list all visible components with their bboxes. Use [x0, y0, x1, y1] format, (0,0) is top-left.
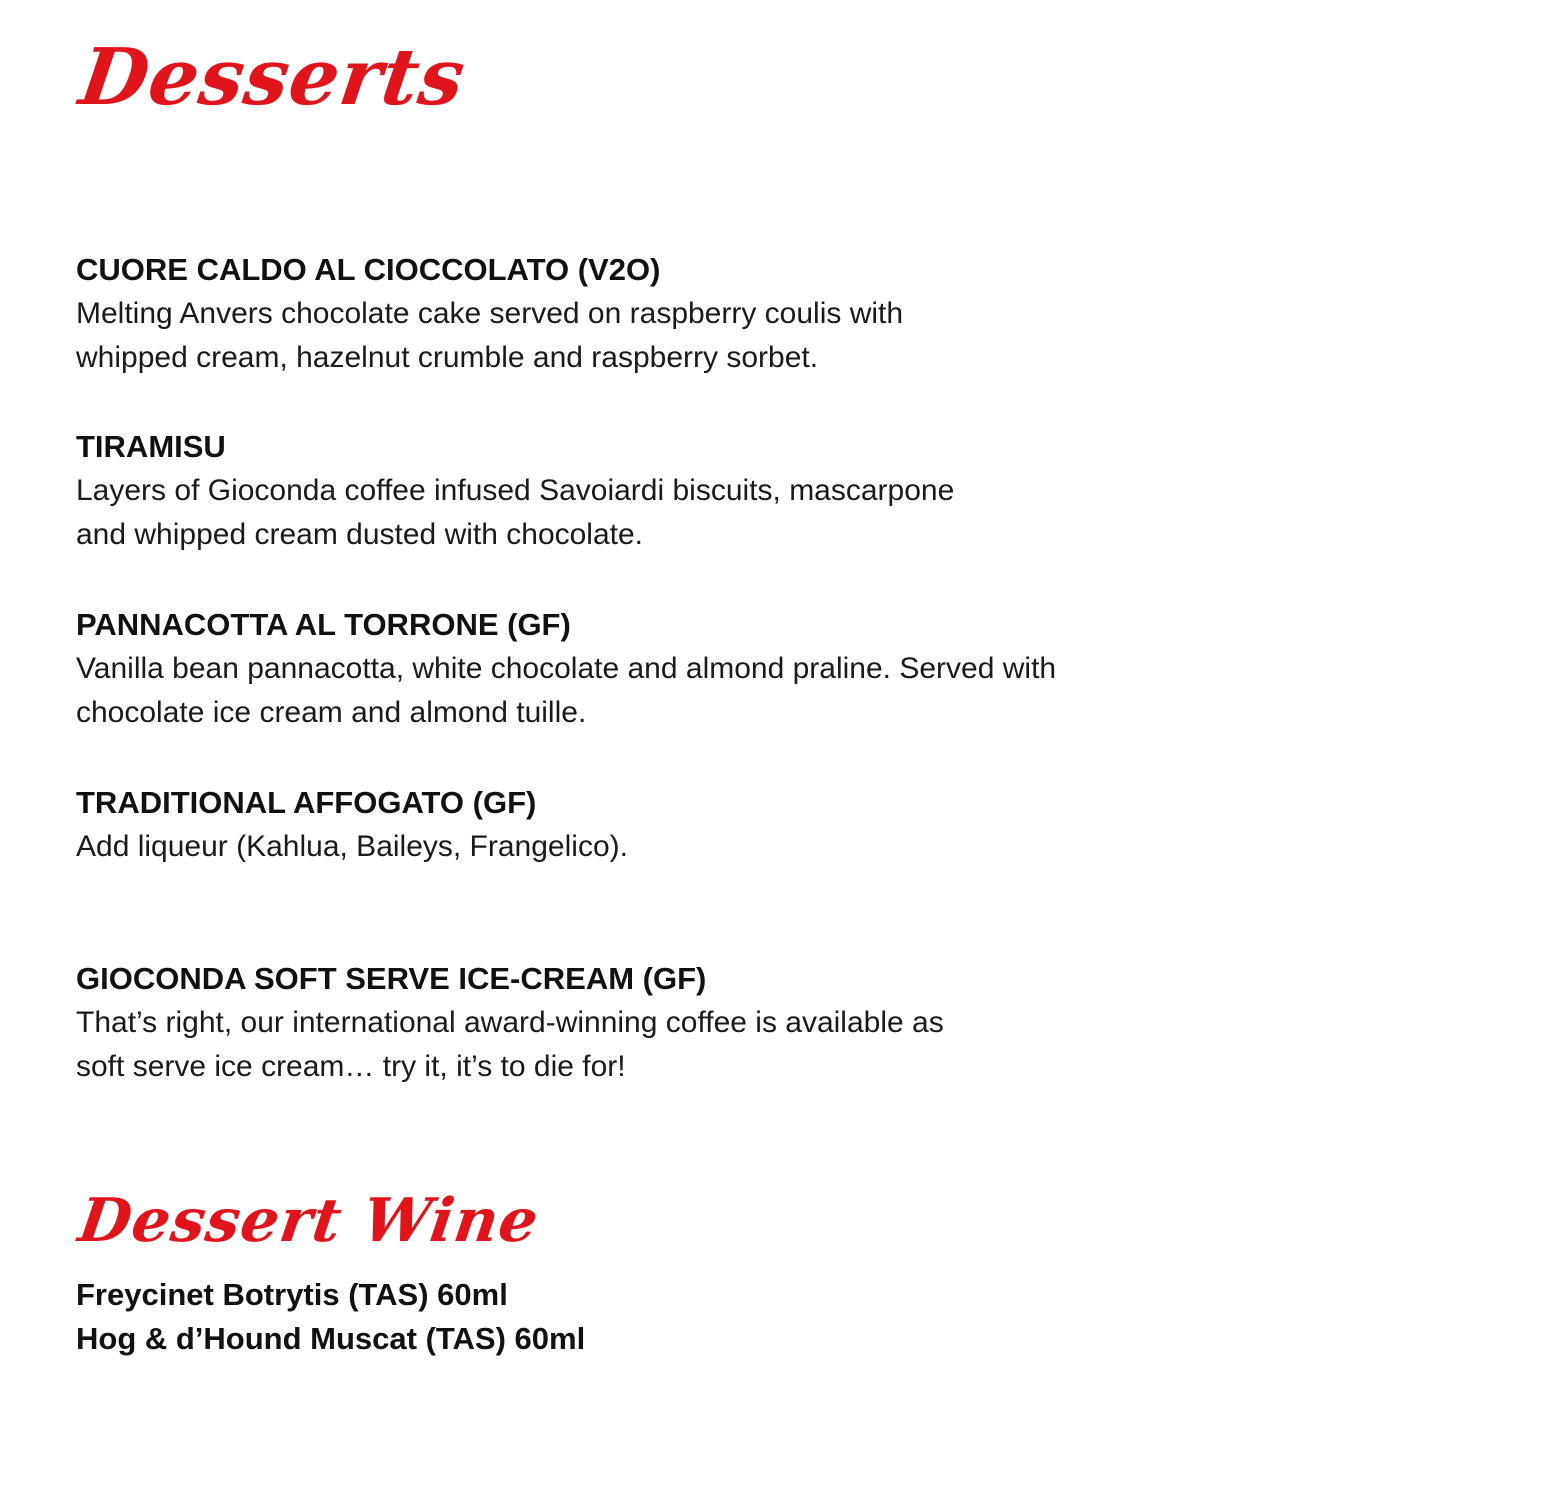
menu-item-pannacotta: [76, 603, 1226, 735]
menu-item-description: [76, 469, 1226, 557]
menu-item-affogato: [76, 781, 1226, 869]
menu-item-description-line: Melting Anvers chocolate cake served on raspberry coulis with: [76, 297, 904, 330]
menu-item-description-line: whipped cream, hazelnut crumble and raspberry sorbet.: [76, 341, 819, 374]
wine-item: Hog & d’Hound Muscat (TAS) 60ml: [76, 1321, 586, 1356]
menu-item-description-line: Add liqueur (Kahlua, Baileys, Frangelico).: [76, 830, 628, 863]
dessert-wine-heading: Dessert Wine: [74, 1186, 544, 1256]
desserts-heading: Desserts: [74, 32, 471, 123]
menu-item-name: TIRAMISU: [76, 429, 226, 464]
menu-item-soft-serve: [76, 957, 1226, 1089]
menu-item-description-line: Layers of Gioconda coffee infused Savoiardi biscuits, mascarpone: [76, 474, 955, 507]
menu-item-description: [76, 647, 1226, 735]
menu-item-name: PANNACOTTA AL TORRONE (GF): [76, 607, 571, 642]
menu-item-description-line: and whipped cream dusted with chocolate.: [76, 518, 644, 551]
menu-item-description-line: chocolate ice cream and almond tuille.: [76, 696, 587, 729]
menu-item-description: [76, 1001, 1226, 1089]
menu-item-description: [76, 292, 1226, 380]
menu-item-description-line: Vanilla bean pannacotta, white chocolate and almond praline. Served with: [76, 652, 1057, 685]
menu-item-name: TRADITIONAL AFFOGATO (GF): [76, 785, 537, 820]
menu-item-description: [76, 825, 1226, 869]
wine-item: Freycinet Botrytis (TAS) 60ml: [76, 1277, 508, 1312]
menu-item-cuore-caldo: [76, 248, 1226, 380]
menu-item-tiramisu: [76, 425, 1226, 557]
menu-item-name: CUORE CALDO AL CIOCCOLATO (V2O): [76, 252, 661, 287]
dessert-wine-list: [76, 1273, 585, 1361]
menu-item-description-line: soft serve ice cream… try it, it’s to die for!: [76, 1050, 626, 1083]
menu-item-name: GIOCONDA SOFT SERVE ICE-CREAM (GF): [76, 961, 707, 996]
menu-item-description-line: That’s right, our international award-winning coffee is available as: [76, 1006, 944, 1039]
